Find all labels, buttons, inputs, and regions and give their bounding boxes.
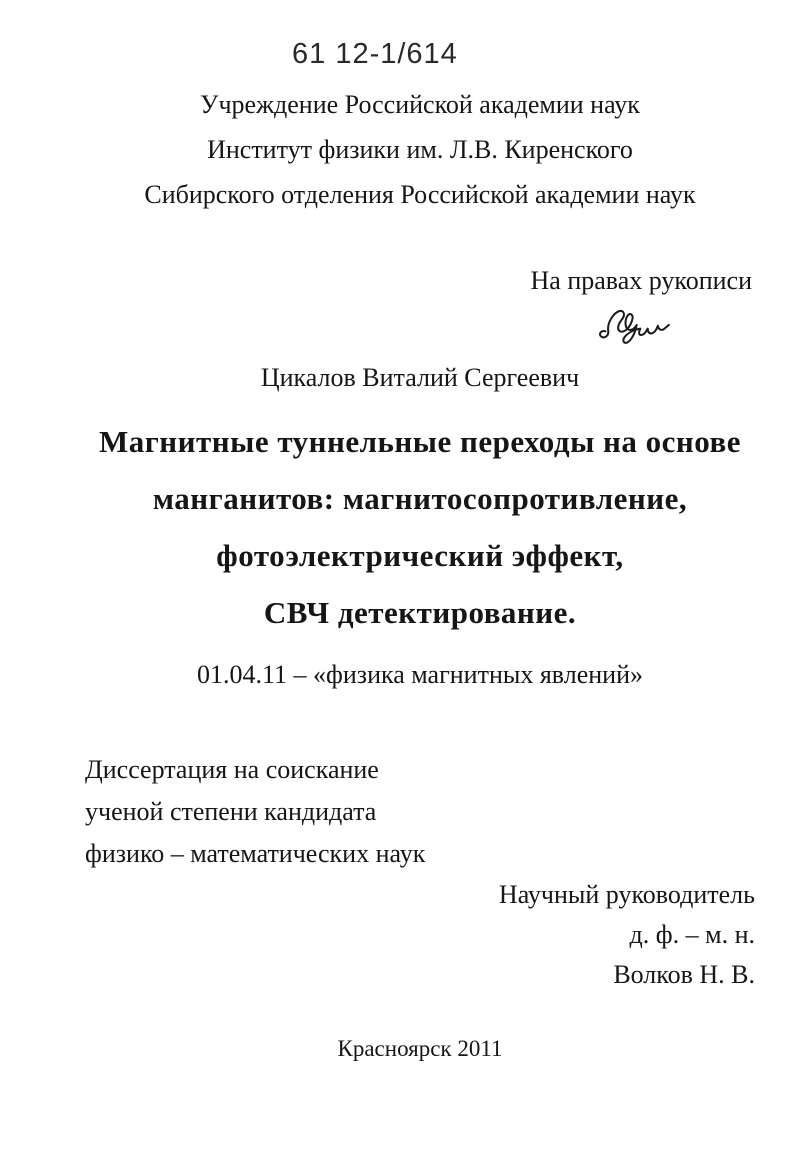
- specialty-code: 01.04.11 – «физика магнитных явлений»: [197, 660, 643, 689]
- supervisor-label: Научный руководитель: [498, 880, 755, 909]
- institution-line-1: Учреждение Российской академии наук: [200, 90, 640, 119]
- title-line-2: манганитов: магнитосопротивление,: [152, 481, 688, 516]
- city-year: Красноярск 2011: [337, 1036, 503, 1061]
- title-line-1: Магнитные туннельные переходы на основе: [98, 424, 742, 459]
- supervisor-block: [499, 875, 755, 995]
- author-name: Цикалов Виталий Сергеевич: [260, 363, 580, 392]
- degree-line-3: физико – математических наук: [85, 839, 426, 868]
- degree-line-2: ученой степени кандидата: [85, 797, 377, 826]
- dissertation-title: [46, 413, 794, 641]
- manuscript-rights-note: На правах рукописи: [530, 266, 752, 295]
- institution-line-2: Институт физики им. Л.В. Киренского: [207, 135, 633, 164]
- degree-line-1: Диссертация на соискание: [85, 755, 379, 784]
- supervisor-name: Волков Н. В.: [613, 960, 755, 989]
- handwritten-signature-icon: [596, 301, 716, 347]
- title-line-3: фотоэлектрический эффект,: [216, 538, 624, 573]
- registration-number: 61 12-1/614: [292, 38, 458, 70]
- degree-statement: [85, 749, 425, 875]
- supervisor-degree: д. ф. – м. н.: [629, 920, 755, 949]
- institution-line-3: Сибирского отделения Российской академии наук: [144, 180, 696, 209]
- title-line-4: СВЧ детектирование.: [263, 595, 577, 630]
- institution-block: [46, 82, 794, 217]
